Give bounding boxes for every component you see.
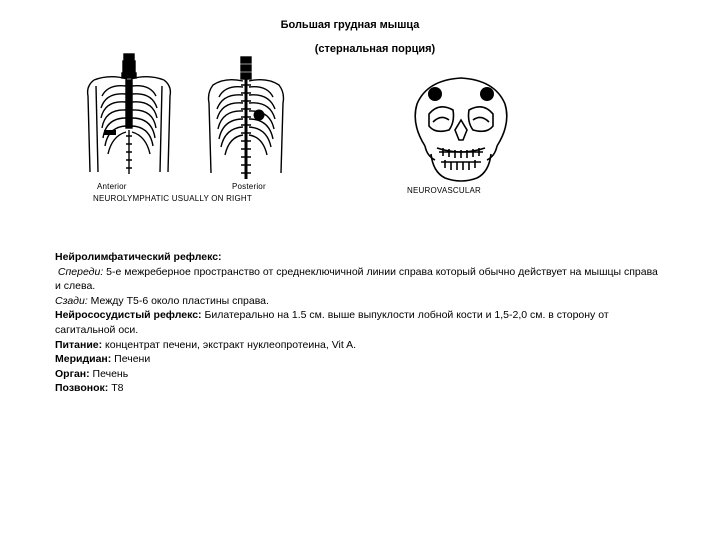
back-label: Сзади:	[55, 294, 88, 307]
nutrition-label: Питание:	[55, 338, 103, 351]
vertebra-label: Позвонок:	[55, 382, 109, 395]
anterior-label: Anterior	[97, 182, 127, 191]
posterior-label: Posterior	[232, 182, 266, 191]
neurovascular-point-left	[428, 87, 442, 101]
neurolymphatic-heading: Нейролимфатический рефлекс:	[55, 251, 222, 263]
front-text: 5-е межреберное пространство от среднеключичной линии справа который обычно действует на мышцы справа и слева.	[55, 265, 658, 293]
nutrition-text: концентрат печени, экстракт нуклеопротеина, Vit A.	[102, 338, 357, 351]
reflex-description	[55, 250, 665, 396]
posterior-point-marker	[254, 110, 265, 121]
meridian-label: Меридиан:	[55, 353, 112, 366]
back-text: Между T5-6 около пластины справа.	[87, 294, 269, 307]
neurolymphatic-caption: NEUROLYMPHATIC USUALLY ON RIGHT	[93, 194, 252, 203]
meridian-text: Печени	[111, 353, 151, 366]
organ-text: Печень	[89, 367, 129, 380]
page-subtitle: (стернальная порция)	[314, 43, 436, 55]
anterior-skeleton-figure	[80, 52, 180, 184]
posterior-skeleton-figure	[203, 55, 289, 185]
skull-figure	[405, 74, 517, 186]
front-label: Спереди:	[57, 265, 104, 278]
vertebra-text: T8	[108, 382, 124, 395]
neurolymphatic-point-marker	[104, 130, 116, 135]
neurovascular-point-right	[480, 87, 494, 101]
neurovascular-caption: NEUROVASCULAR	[407, 186, 482, 195]
page-title: Большая грудная мышца	[280, 19, 420, 31]
organ-label: Орган:	[55, 367, 90, 380]
neurovascular-label: Нейрососудистый рефлекс:	[55, 309, 202, 322]
neurovascular-text: Билатерально на 1.5 см. выше выпуклости лобной кости и 1,5-2,0 см. в сторону от сагитальной оси.	[55, 309, 609, 336]
